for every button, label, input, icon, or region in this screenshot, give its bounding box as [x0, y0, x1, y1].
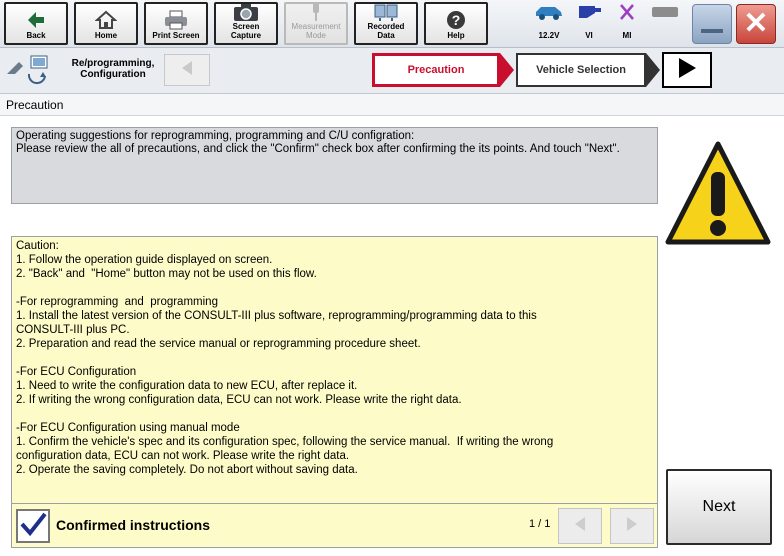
measurement-probe-icon [306, 2, 326, 22]
step-vehicle-selection[interactable]: Vehicle Selection [516, 53, 646, 87]
screen-capture-button[interactable]: Screen Capture [214, 2, 278, 45]
caution-line: 1. Install the latest version of the CONSULT-III plus software, reprogramming/programming data to this [16, 310, 537, 322]
signal-bar-icon [650, 4, 680, 25]
caution-line: -For reprogramming and programming [16, 296, 218, 308]
right-arrow-icon [625, 516, 639, 537]
next-step-button[interactable] [662, 52, 712, 88]
chevron-right-icon [500, 53, 514, 87]
previous-step-button[interactable] [164, 54, 210, 86]
vi-status: VI [572, 4, 606, 44]
back-button[interactable]: Back [4, 2, 68, 45]
minimize-button[interactable] [692, 4, 732, 44]
caution-line: 2. Preparation and read the service manual or reprogramming procedure sheet. [16, 338, 421, 350]
camera-icon [232, 2, 260, 22]
play-arrow-icon [676, 56, 698, 85]
caution-line: configuration data, ECU can not work. Please write the right data. [16, 450, 350, 462]
main-content [0, 116, 784, 556]
svg-text:?: ? [451, 12, 461, 28]
confirm-checkbox[interactable] [16, 509, 50, 543]
caution-line: 1. Need to write the configuration data to new ECU, after replace it. [16, 380, 358, 392]
car-icon [533, 4, 565, 25]
caution-line: -For ECU Configuration [16, 366, 137, 378]
toolbar [0, 0, 784, 48]
help-icon [446, 9, 466, 31]
caution-line: 1. Confirm the vehicle's spec and its configuration spec, following the service manual. If writing the wrong [16, 436, 554, 448]
measurement-mode-button[interactable]: Measurement Mode [284, 2, 348, 45]
signal-status [648, 4, 682, 44]
left-arrow-icon [573, 516, 587, 537]
step-precaution[interactable]: Precaution [372, 53, 500, 87]
home-icon [95, 9, 117, 31]
confirm-label: Confirmed instructions [56, 517, 211, 533]
caution-line: 2. Operate the saving completely. Do not abort without saving data. [16, 464, 358, 476]
caution-line: Caution: [16, 240, 59, 252]
recorded-data-button[interactable]: Recorded Data [354, 2, 418, 45]
caution-line [16, 351, 653, 365]
mode-label: Re/programming, Configuration [71, 58, 155, 80]
caution-line: 1. Follow the operation guide displayed on screen. [16, 254, 273, 266]
chevron-right-icon [646, 53, 660, 87]
close-icon: ✕ [743, 7, 769, 40]
caution-line: 2. "Back" and "Home" button may not be used on this flow. [16, 268, 317, 280]
mi-status: MI [610, 4, 644, 44]
confirm-row [11, 504, 658, 548]
caution-line [16, 407, 653, 421]
caution-line: CONSULT-III plus PC. [16, 324, 130, 336]
caution-line [16, 281, 653, 295]
home-button[interactable]: Home [74, 2, 138, 45]
print-screen-button[interactable]: Print Screen [144, 2, 208, 45]
next-button[interactable]: Next [666, 469, 772, 545]
caution-panel [11, 236, 658, 504]
caution-line: -For ECU Configuration using manual mode [16, 422, 240, 434]
reprogramming-icon [5, 54, 53, 86]
vi-device-icon [575, 4, 603, 25]
section-title: Precaution [0, 94, 784, 116]
step-bar [0, 48, 784, 94]
help-button[interactable]: ? Help [424, 2, 488, 45]
page-prev-button[interactable] [558, 508, 602, 544]
printer-icon [163, 9, 189, 31]
back-arrow-icon [26, 9, 46, 31]
recorded-data-icon [372, 2, 400, 22]
left-arrow-icon [180, 60, 194, 81]
disconnected-x-icon [618, 4, 636, 25]
intro-message: Operating suggestions for reprogramming, programming and C/U configration: Please review the all of precautions, and click the "Confirm" check box after confirming the its points. And touch "Next". [11, 127, 658, 204]
warning-icon [664, 138, 772, 250]
page-next-button[interactable] [610, 508, 654, 544]
battery-voltage-status: 12.2V [532, 4, 566, 44]
page-indicator: 1 / 1 [529, 518, 551, 530]
close-button[interactable] [736, 4, 776, 44]
checkmark-icon [19, 511, 47, 542]
caution-line: 2. If writing the wrong configuration data, ECU can not work. Please write the right data. [16, 394, 462, 406]
